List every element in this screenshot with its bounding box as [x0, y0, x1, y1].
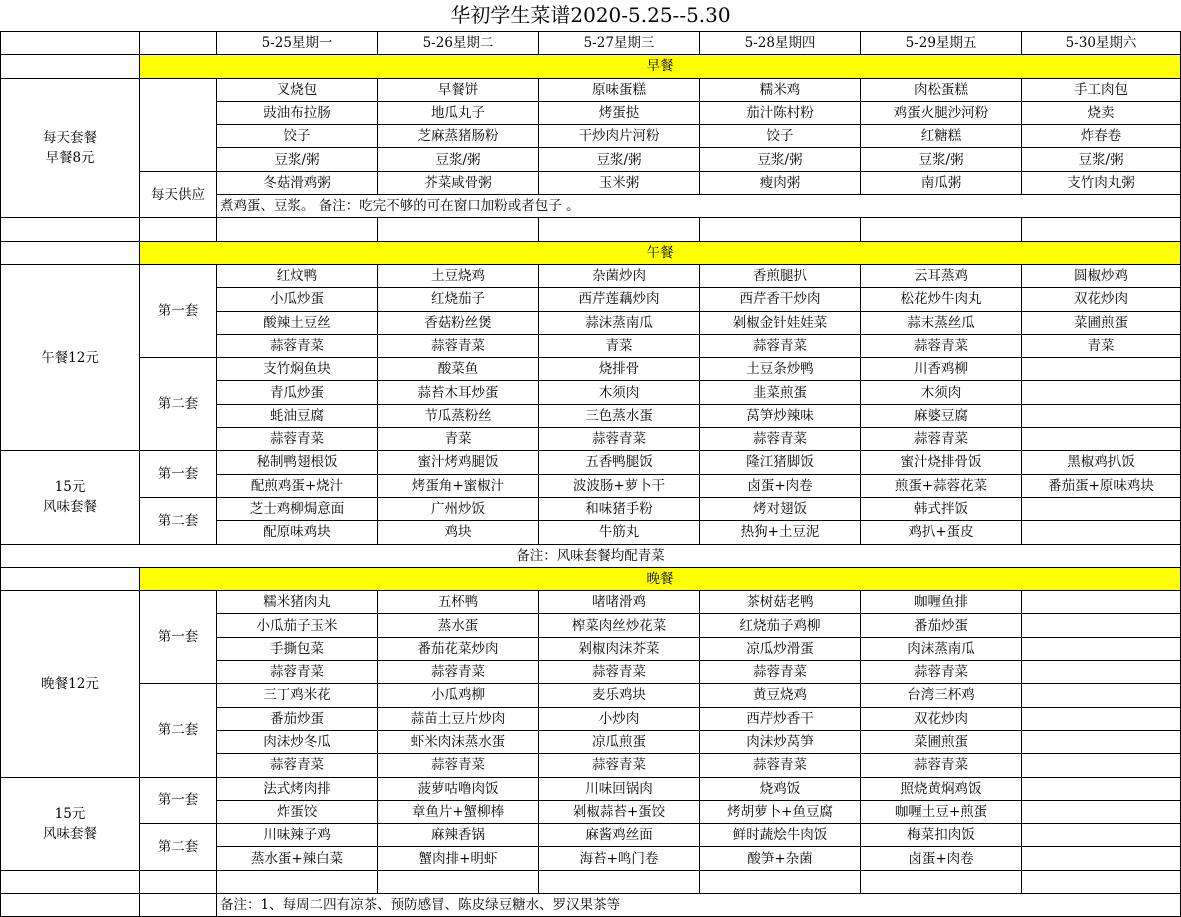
dish-cell: 凉瓜煎蛋	[539, 730, 700, 753]
dish-cell: 蒸水蛋+辣白菜	[217, 847, 378, 870]
set-label: 第一套	[140, 451, 217, 498]
dish-cell: 烧卖	[1022, 101, 1181, 124]
dish-cell: 青菜	[539, 334, 700, 357]
dinner-row	[1, 684, 1181, 707]
empty-cell	[140, 218, 217, 241]
section-header: 午餐	[140, 241, 1181, 264]
dish-cell: 川香鸡柳	[861, 358, 1022, 381]
empty-cell	[378, 218, 539, 241]
dish-cell: 台湾三杯鸡	[861, 684, 1022, 707]
dish-cell: 黑椒鸡扒饭	[1022, 451, 1181, 474]
empty-cell	[1, 218, 140, 241]
dish-cell: 蒜沫蒸南瓜	[539, 311, 700, 334]
dish-cell: 豆浆/粥	[1022, 148, 1181, 171]
dish-cell: 杂菌炒肉	[539, 264, 700, 287]
dish-cell: 玉米粥	[539, 171, 700, 194]
empty-cell	[1022, 218, 1181, 241]
dish-cell: 麻酱鸡丝面	[539, 824, 700, 847]
dish-cell: 番茄蛋+原味鸡块	[1022, 474, 1181, 497]
dish-cell: 煎蛋+蒜蓉花菜	[861, 474, 1022, 497]
dish-cell: 麻婆豆腐	[861, 404, 1022, 427]
dish-cell: 豆浆/粥	[700, 148, 861, 171]
dish-cell: 圆椒炒鸡	[1022, 264, 1181, 287]
dish-cell: 早餐饼	[378, 78, 539, 101]
dish-cell	[1022, 847, 1181, 870]
dish-cell: 虾米肉沫蒸水蛋	[378, 730, 539, 753]
dish-cell: 糯米猪肉丸	[217, 591, 378, 614]
dish-cell: 鸡蛋火腿沙河粉	[861, 101, 1022, 124]
dish-cell: 土豆烧鸡	[378, 264, 539, 287]
dish-cell: 烤胡萝卜+鱼豆腐	[700, 800, 861, 823]
dish-cell: 茶树菇老鸭	[700, 591, 861, 614]
dish-cell: 南瓜粥	[861, 171, 1022, 194]
dinner-row	[1, 591, 1181, 614]
set-label: 第二套	[140, 824, 217, 871]
dish-cell: 法式烤肉排	[217, 777, 378, 800]
empty-cell	[539, 218, 700, 241]
dish-cell: 茄汁陈村粉	[700, 101, 861, 124]
dish-cell: 红炆鸭	[217, 264, 378, 287]
empty-cell	[700, 218, 861, 241]
dish-cell: 肉沫炒冬瓜	[217, 730, 378, 753]
dish-cell: 支竹肉丸粥	[1022, 171, 1181, 194]
set-label: 第一套	[140, 591, 217, 684]
empty-cell	[140, 32, 217, 55]
empty-cell	[861, 870, 1022, 893]
dish-cell: 章鱼片+蟹柳棒	[378, 800, 539, 823]
dish-cell: 蚝油豆腐	[217, 404, 378, 427]
day-header: 5-27星期三	[539, 32, 700, 55]
dish-cell: 蒜蓉青菜	[378, 661, 539, 684]
dish-cell: 豆浆/粥	[378, 148, 539, 171]
flavor-note: 备注：风味套餐均配青菜	[1, 544, 1181, 567]
dish-cell: 蒜蓉青菜	[217, 754, 378, 777]
dish-cell	[1022, 707, 1181, 730]
dish-cell: 炸春卷	[1022, 125, 1181, 148]
dish-cell: 莴笋炒辣味	[700, 404, 861, 427]
dish-cell: 照烧黄焖鸡饭	[861, 777, 1022, 800]
dish-cell	[1022, 777, 1181, 800]
breakfast-category-line: 每天套餐	[43, 129, 97, 146]
dish-cell: 蒜蓉青菜	[539, 754, 700, 777]
dish-cell: 干炒肉片河粉	[539, 125, 700, 148]
empty-cell	[217, 870, 378, 893]
dish-cell: 蒜蓉青菜	[217, 334, 378, 357]
daily-supply-label: 每天供应	[140, 171, 217, 218]
empty-cell	[1022, 870, 1181, 893]
dish-cell: 西芹莲藕炒肉	[539, 288, 700, 311]
dish-cell	[1022, 497, 1181, 520]
empty-cell	[217, 218, 378, 241]
dish-cell: 番茄花菜炒肉	[378, 637, 539, 660]
menu-body	[1, 32, 1181, 917]
empty-cell	[1, 241, 140, 264]
empty-cell	[1, 55, 140, 78]
empty-cell	[140, 893, 217, 916]
dish-cell: 蒸水蛋	[378, 614, 539, 637]
dish-cell: 蒜蓉青菜	[700, 754, 861, 777]
dish-cell: 饺子	[700, 125, 861, 148]
dish-cell: 麦乐鸡块	[539, 684, 700, 707]
dish-cell: 波波肠+萝卜干	[539, 474, 700, 497]
empty-cell	[700, 870, 861, 893]
dinner-flavor-row	[1, 777, 1181, 800]
dish-cell: 糯米鸡	[700, 78, 861, 101]
dish-cell: 五香鸭腿饭	[539, 451, 700, 474]
dish-cell: 烤蛋挞	[539, 101, 700, 124]
dish-cell: 鲜时蔬烩牛肉饭	[700, 824, 861, 847]
dish-cell: 蒜蓉青菜	[378, 754, 539, 777]
breakfast-row	[1, 78, 1181, 101]
dish-cell: 肉沫蒸南瓜	[861, 637, 1022, 660]
dish-cell: 芥菜咸骨粥	[378, 171, 539, 194]
dish-cell: 支竹焖鱼块	[217, 358, 378, 381]
dish-cell: 麻辣香锅	[378, 824, 539, 847]
dish-cell: 饺子	[217, 125, 378, 148]
dish-cell: 韭菜煎蛋	[700, 381, 861, 404]
dish-cell: 鸡块	[378, 521, 539, 544]
dish-cell: 烤对翅饭	[700, 497, 861, 520]
day-header: 5-26星期二	[378, 32, 539, 55]
dish-cell: 咖喱土豆+煎蛋	[861, 800, 1022, 823]
dish-cell: 原味蛋糕	[539, 78, 700, 101]
dish-cell: 红烧茄子鸡柳	[700, 614, 861, 637]
dish-cell: 配煎鸡蛋+烧汁	[217, 474, 378, 497]
dish-cell: 菠萝咕噜肉饭	[378, 777, 539, 800]
section-header: 早餐	[140, 55, 1181, 78]
dish-cell: 梅菜扣肉饭	[861, 824, 1022, 847]
dish-cell: 蒜蓉青菜	[217, 661, 378, 684]
dish-cell: 广州炒饭	[378, 497, 539, 520]
empty-cell	[140, 870, 217, 893]
dish-cell: 蜜汁烧排骨饭	[861, 451, 1022, 474]
dish-cell: 小瓜鸡柳	[378, 684, 539, 707]
dish-cell: 三丁鸡米花	[217, 684, 378, 707]
dish-cell: 芝士鸡柳焗意面	[217, 497, 378, 520]
dish-cell: 蒜蓉青菜	[700, 334, 861, 357]
dish-cell: 蒜蓉青菜	[861, 754, 1022, 777]
empty-cell	[539, 870, 700, 893]
dish-cell: 咖喱鱼排	[861, 591, 1022, 614]
spacer-row	[1, 870, 1181, 893]
dish-cell	[1022, 591, 1181, 614]
spacer-row	[1, 218, 1181, 241]
page-title: 华初学生菜谱2020-5.25--5.30	[450, 3, 731, 27]
dish-cell	[1022, 381, 1181, 404]
dish-cell	[1022, 754, 1181, 777]
breakfast-category-line: 早餐8元	[45, 149, 95, 166]
day-header: 5-28星期四	[700, 32, 861, 55]
dish-cell	[1022, 661, 1181, 684]
dish-cell	[1022, 404, 1181, 427]
dish-cell: 蒜末蒸丝瓜	[861, 311, 1022, 334]
set-label: 第一套	[140, 264, 217, 357]
dish-cell: 地瓜丸子	[378, 101, 539, 124]
dish-cell: 蒜蓉青菜	[861, 334, 1022, 357]
dish-cell: 香菇粉丝煲	[378, 311, 539, 334]
dish-cell	[1022, 358, 1181, 381]
flavor-category-line: 15元	[54, 805, 86, 822]
dish-cell: 秘制鸭翅根饭	[217, 451, 378, 474]
dish-cell: 手撕包菜	[217, 637, 378, 660]
dish-cell: 蒜蓉青菜	[700, 428, 861, 451]
dish-cell: 烧排骨	[539, 358, 700, 381]
footer-row	[1, 893, 1181, 916]
dish-cell: 西芹香干炒肉	[700, 288, 861, 311]
dish-cell	[1022, 637, 1181, 660]
lunch-flavor-row	[1, 451, 1181, 474]
dish-cell: 双花炒肉	[861, 707, 1022, 730]
dish-cell: 配原味鸡块	[217, 521, 378, 544]
dish-cell: 剁椒金针娃娃菜	[700, 311, 861, 334]
set-label: 第一套	[140, 777, 217, 824]
dish-cell: 和味猪手粉	[539, 497, 700, 520]
dish-cell: 木须肉	[861, 381, 1022, 404]
dish-cell: 酸菜鱼	[378, 358, 539, 381]
dish-cell: 凉瓜炒滑蛋	[700, 637, 861, 660]
dish-cell: 小瓜炒蛋	[217, 288, 378, 311]
dish-cell: 红糖糕	[861, 125, 1022, 148]
dish-cell: 卤蛋+肉卷	[861, 847, 1022, 870]
dish-cell: 番茄炒蛋	[217, 707, 378, 730]
empty-cell	[1, 893, 140, 916]
dish-cell: 蒜苔木耳炒蛋	[378, 381, 539, 404]
dish-cell: 烧鸡饭	[700, 777, 861, 800]
flavor-category	[1, 777, 140, 870]
section-header-row	[1, 567, 1181, 590]
day-header: 5-30星期六	[1022, 32, 1181, 55]
flavor-category-line: 15元	[54, 479, 86, 496]
set-label: 第二套	[140, 358, 217, 451]
dish-cell: 西芹炒香干	[700, 707, 861, 730]
dish-cell	[1022, 428, 1181, 451]
dish-cell: 五杯鸭	[378, 591, 539, 614]
dinner-category: 晚餐12元	[1, 591, 140, 777]
dish-cell: 蜜汁烤鸡腿饭	[378, 451, 539, 474]
dish-cell: 蒜蓉青菜	[378, 334, 539, 357]
dish-cell: 木须肉	[539, 381, 700, 404]
dish-cell: 蒜蓉青菜	[217, 428, 378, 451]
dish-cell: 青菜	[378, 428, 539, 451]
menu-table	[0, 31, 1181, 917]
dish-cell: 豉油布拉肠	[217, 101, 378, 124]
empty-cell	[378, 870, 539, 893]
dish-cell: 肉沫炒莴笋	[700, 730, 861, 753]
dish-cell: 菜圃煎蛋	[1022, 311, 1181, 334]
dish-cell: 炸蛋饺	[217, 800, 378, 823]
empty-cell	[140, 78, 217, 171]
dish-cell: 节瓜蒸粉丝	[378, 404, 539, 427]
dish-cell: 酸笋+杂菌	[700, 847, 861, 870]
section-header: 晚餐	[140, 567, 1181, 590]
dish-cell: 蒜蓉青菜	[539, 428, 700, 451]
dish-cell: 剁椒肉沫芥菜	[539, 637, 700, 660]
dish-cell: 松花炒牛肉丸	[861, 288, 1022, 311]
dish-cell: 蒜蓉青菜	[861, 661, 1022, 684]
set-label: 第二套	[140, 497, 217, 544]
flavor-category-line: 风味套餐	[43, 825, 97, 842]
lunch-category: 午餐12元	[1, 264, 140, 450]
dish-cell	[1022, 521, 1181, 544]
dish-cell: 烤蛋角+蜜椒汁	[378, 474, 539, 497]
dinner-flavor-row	[1, 824, 1181, 847]
dish-cell: 川味回锅肉	[539, 777, 700, 800]
dish-cell: 青菜	[1022, 334, 1181, 357]
dish-cell: 海苔+鸣门卷	[539, 847, 700, 870]
lunch-flavor-row	[1, 497, 1181, 520]
dish-cell: 三色蒸水蛋	[539, 404, 700, 427]
day-header-row	[1, 32, 1181, 55]
dish-cell	[1022, 824, 1181, 847]
dish-cell: 叉烧包	[217, 78, 378, 101]
dish-cell: 红烧茄子	[378, 288, 539, 311]
dish-cell	[1022, 684, 1181, 707]
dish-cell: 小瓜茄子玉米	[217, 614, 378, 637]
dish-cell	[1022, 614, 1181, 637]
dish-cell: 菜圃煎蛋	[861, 730, 1022, 753]
dish-cell: 卤蛋+肉卷	[700, 474, 861, 497]
dish-cell: 豆浆/粥	[861, 148, 1022, 171]
empty-cell	[1, 32, 140, 55]
dish-cell: 蟹肉排+明虾	[378, 847, 539, 870]
dish-cell: 番茄炒蛋	[861, 614, 1022, 637]
breakfast-category	[1, 78, 140, 218]
dish-cell: 鸡扒+蛋皮	[861, 521, 1022, 544]
dish-cell: 芝麻蒸猪肠粉	[378, 125, 539, 148]
dish-cell: 蒜蓉青菜	[700, 661, 861, 684]
daily-supply-note: 煮鸡蛋、豆浆。 备注：吃完不够的可在窗口加粉或者包子 。	[217, 195, 1181, 218]
day-header: 5-25星期一	[217, 32, 378, 55]
flavor-category-line: 风味套餐	[43, 499, 97, 516]
dish-cell: 土豆条炒鸭	[700, 358, 861, 381]
dish-cell: 豆浆/粥	[539, 148, 700, 171]
dish-cell: 蒜蓉青菜	[861, 428, 1022, 451]
dish-cell: 手工肉包	[1022, 78, 1181, 101]
dish-cell: 小炒肉	[539, 707, 700, 730]
dish-cell: 啫啫滑鸡	[539, 591, 700, 614]
dish-cell: 冬菇滑鸡粥	[217, 171, 378, 194]
lunch-row	[1, 264, 1181, 287]
dish-cell: 青瓜炒蛋	[217, 381, 378, 404]
empty-cell	[1, 567, 140, 590]
dish-cell: 瘦肉粥	[700, 171, 861, 194]
dish-cell	[1022, 730, 1181, 753]
dish-cell: 川味辣子鸡	[217, 824, 378, 847]
dish-cell: 隆江猪脚饭	[700, 451, 861, 474]
dish-cell: 肉松蛋糕	[861, 78, 1022, 101]
dish-cell: 酸辣土豆丝	[217, 311, 378, 334]
dish-cell: 剁椒蒜苔+蛋饺	[539, 800, 700, 823]
dish-cell: 榨菜肉丝炒花菜	[539, 614, 700, 637]
dish-cell	[1022, 800, 1181, 823]
dish-cell: 蒜蓉青菜	[539, 661, 700, 684]
footer-note: 备注：1、每周二四有凉茶、预防感冒、陈皮绿豆糖水、罗汉果茶等	[217, 893, 1181, 916]
flavor-category	[1, 451, 140, 544]
flavor-note-row	[1, 544, 1181, 567]
dish-cell: 云耳蒸鸡	[861, 264, 1022, 287]
empty-cell	[1, 870, 140, 893]
lunch-row	[1, 358, 1181, 381]
section-header-row	[1, 241, 1181, 264]
dish-cell: 双花炒肉	[1022, 288, 1181, 311]
set-label: 第二套	[140, 684, 217, 777]
dish-cell: 豆浆/粥	[217, 148, 378, 171]
dish-cell: 牛筋丸	[539, 521, 700, 544]
dish-cell: 韩式拌饭	[861, 497, 1022, 520]
section-header-row	[1, 55, 1181, 78]
breakfast-row	[1, 171, 1181, 194]
dish-cell: 黄豆烧鸡	[700, 684, 861, 707]
dish-cell: 香煎腿扒	[700, 264, 861, 287]
dish-cell: 热狗+土豆泥	[700, 521, 861, 544]
day-header: 5-29星期五	[861, 32, 1022, 55]
dish-cell: 蒜苗土豆片炒肉	[378, 707, 539, 730]
empty-cell	[861, 218, 1022, 241]
